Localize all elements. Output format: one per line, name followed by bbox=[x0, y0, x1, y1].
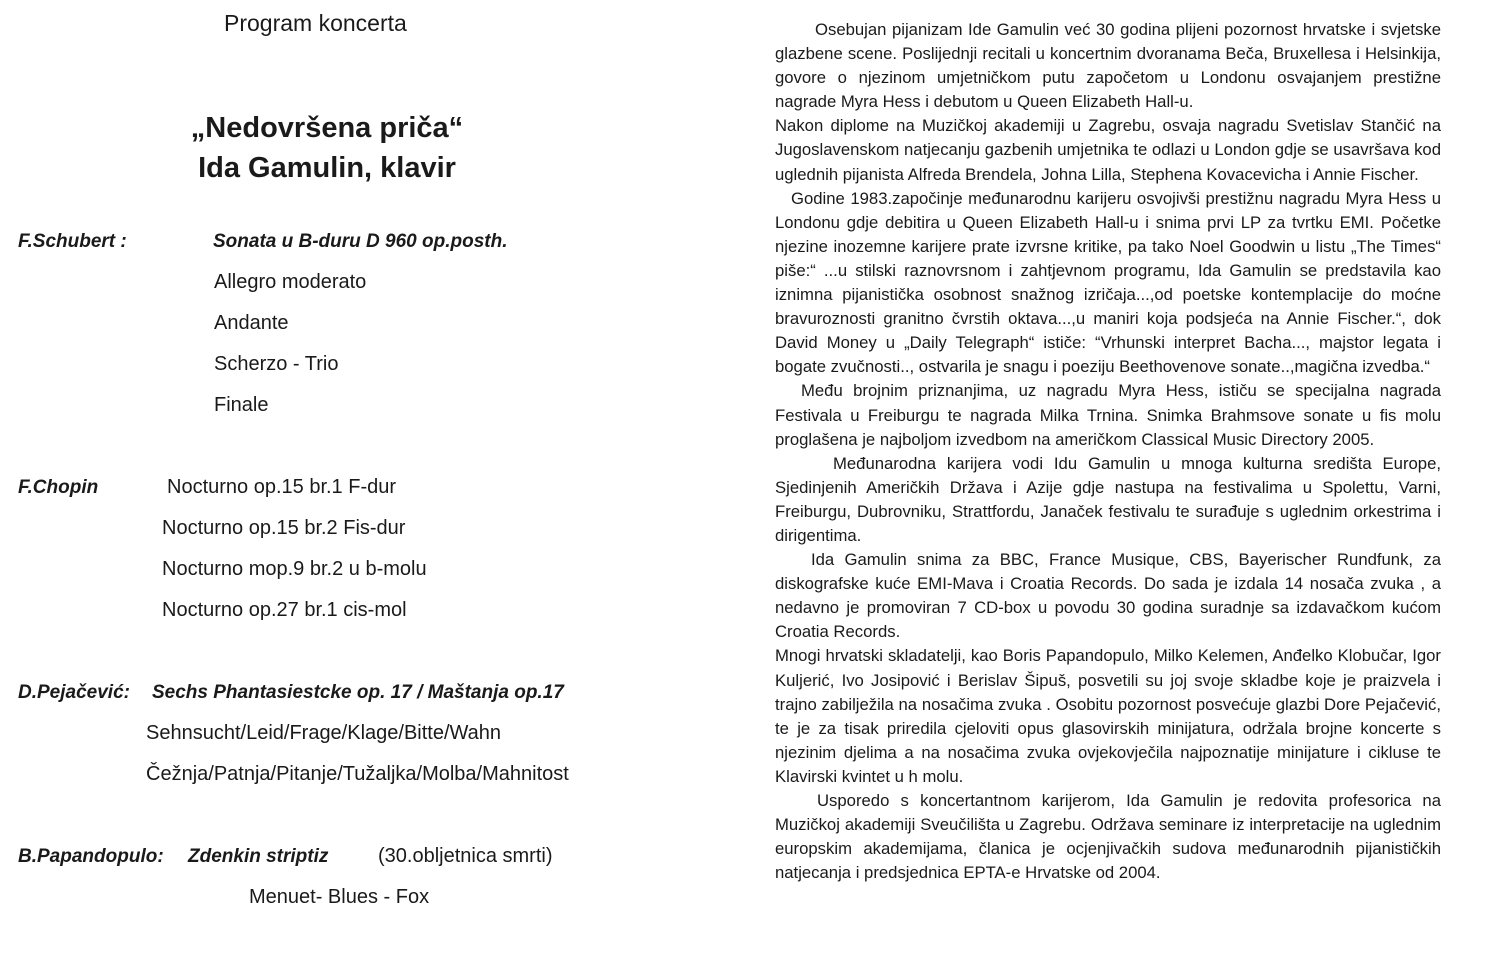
composer-schubert: F.Schubert : bbox=[18, 231, 127, 252]
work-item: Nocturno mop.9 br.2 u b-molu bbox=[162, 558, 427, 580]
composer-pejacevic: D.Pejačević: bbox=[18, 682, 130, 703]
work-papandopulo: Zdenkin striptiz bbox=[188, 846, 329, 867]
movements-line: Menuet- Blues - Fox bbox=[249, 886, 430, 908]
movement-item: Scherzo - Trio bbox=[214, 353, 339, 375]
bio-paragraph: Osebujan pijanizam Ide Gamulin već 30 godina plijeni pozornost hrvatske i svjetske glazbene scene. Poslijednji recitali u koncertnim dvoranama Beča, Bruxellesa i Helsinkija, govore o njezinom umjetničkom putu započetom u Londonu osvajanjem prestižne nagrade Myra Hess i debutom u Queen Elizabeth Hall-u. bbox=[775, 20, 1441, 112]
bio-paragraph: Među brojnim priznanjima, uz nagradu Myra Hess, ističu se specijalna nagrada Festivala u Freiburgu te nagrada Milka Trnina. Snimka Brahmsove sonate u fis molu proglašena je najboljom izvedbom na američkom Classical Music Directory 2005. bbox=[775, 381, 1441, 449]
bio-paragraph: Mnogi hrvatski skladatelji, kao Boris Papandopulo, Milko Kelemen, Anđelko Klobučar, Igor Kuljerić, Ivo Josipović i Berislav Šipuš, posvetili su joj svoje skladbe koje je praizvela i trajno zabilježila na nosačima zvuka . Osobitu pozornost posvećuje glazbi Dore Pejačević, te je za tisak priredila cjeloviti opus glasovirskih minijatura, održala brojne koncerte s njezinim djelima a na nosačima zvuka ovjekovječila najpoznatije minijature i cikluse te Klavirski kvintet u h molu. bbox=[775, 646, 1441, 786]
bio-paragraph: Nakon diplome na Muzičkoj akademiji u Zagrebu, osvaja nagradu Svetislav Stančić na Jugoslavenskom natjecanju gazbenih umjetnika te odlazi u London gdje se usavršava kod uglednih pijanista Alfreda Brendela, Johna Lilla, Stephena Kovacevicha i Annie Fischer. bbox=[775, 116, 1441, 184]
anniversary-note: (30.obljetnica smrti) bbox=[378, 845, 553, 867]
work-subtitles-german: Sehnsucht/Leid/Frage/Klage/Bitte/Wahn bbox=[146, 722, 502, 744]
biography-text bbox=[775, 18, 1441, 885]
bio-paragraph: Međunarodna karijera vodi Idu Gamulin u mnoga kulturna središta Europe, Sjedinjenih Američkih Država i Azije gdje nastupa na festivalima u Spolettu, Varni, Freiburgu, Dubrovniku, Strattfordu, Janaček festivalu te surađuje s uglednim orkestrima i dirigentima. bbox=[775, 453, 1441, 545]
movement-item: Finale bbox=[214, 394, 269, 416]
movement-item: Allegro moderato bbox=[214, 271, 367, 293]
work-item: Nocturno op.15 br.2 Fis-dur bbox=[162, 517, 406, 539]
concert-title: „Nedovršena priča“ bbox=[190, 112, 464, 144]
program-heading: Program koncerta bbox=[224, 10, 407, 36]
work-subtitles-croatian: Čežnja/Patnja/Pitanje/Tužaljka/Molba/Mahnitost bbox=[146, 763, 569, 785]
bio-paragraph: Usporedo s koncertantnom karijerom, Ida Gamulin je redovita profesorica na Muzičkoj akademiji Sveučilišta u Zagrebu. Održava seminare iz interpretacije na uglednim europskim akademijama, članica je ocjenjivačkih sudova međunarodnih pijanističkih natjecanja i predsjednica EPTA-e Hrvatske od 2004. bbox=[775, 791, 1441, 883]
bio-paragraph: Ida Gamulin snima za BBC, France Musique, CBS, Bayerischer Rundfunk, za diskografske kuće EMI-Mava i Croatia Records. Do sada je izdala 14 nosača zvuka , a nedavno je promoviran 7 CD-box u povodu 30 godina suradnje sa izdavačkom kućom Croatia Records. bbox=[775, 550, 1441, 642]
bio-paragraph: Godine 1983.započinje međunarodnu karijeru osvojivši prestižnu nagradu Myra Hess u Londonu gdje debitira u Queen Elizabeth Hall-u i snima prvi LP za tvrtku EMI. Početke njezine inozemne karijere prate izvrsne kritike, pa tako Noel Goodwin u listu „The Times“ piše:“ ...u stilski raznovrsnom i zahtjevnom programu, Ida Gamulin se predstavila kao iznimna pijanistička osobnost snažnog izričaja...,od poetske kontemplacije do moćne bravuroznosti granitno čvrstih oktava...,u maniri koja podsjeća na Annie Fischer.“, dok David Money u „Daily Telegraph“ ističe: “Vrhunski interpret Bacha..., majstor legata i bogate zvučnosti.., ostvarila je snagu i poeziju Beethovenove sonate..,magična izvedba.“ bbox=[775, 188, 1441, 377]
composer-chopin: F.Chopin bbox=[18, 477, 99, 498]
movement-item: Andante bbox=[214, 312, 289, 334]
performer-title: Ida Gamulin, klavir bbox=[198, 152, 456, 184]
composer-papandopulo: B.Papandopulo: bbox=[18, 846, 164, 867]
work-item: Nocturno op.15 br.1 F-dur bbox=[167, 476, 397, 498]
work-schubert-sonata: Sonata u B-duru D 960 op.posth. bbox=[213, 231, 508, 252]
work-pejacevic: Sechs Phantasiestcke op. 17 / Maštanja op.17 bbox=[152, 682, 564, 703]
work-item: Nocturno op.27 br.1 cis-mol bbox=[162, 599, 407, 621]
